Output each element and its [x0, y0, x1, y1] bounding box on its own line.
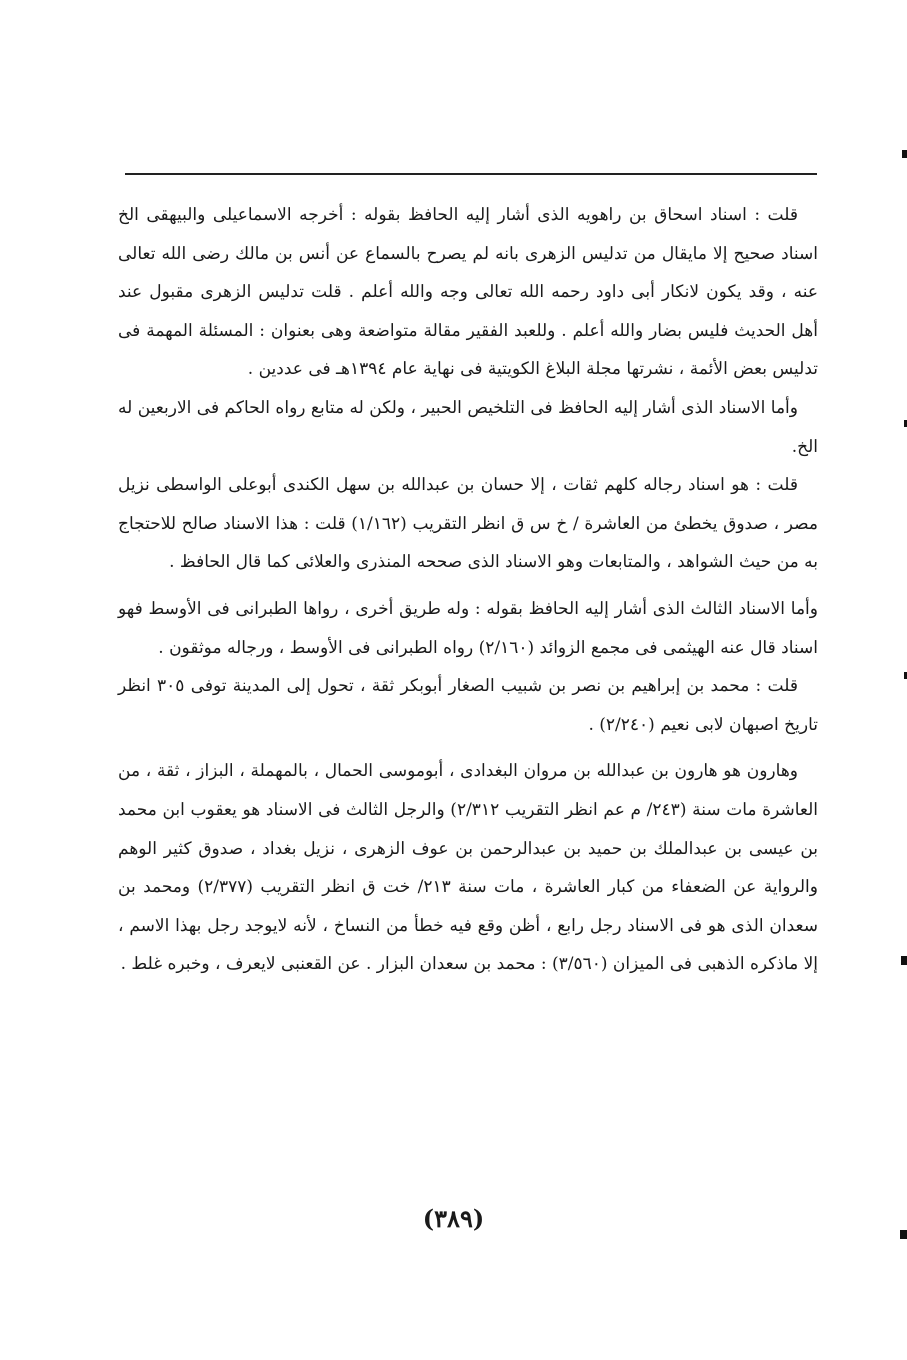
paragraph-4: وأما الاسناد الثالث الذى أشار إليه الحافظ بقوله : وله طريق أخرى ، رواها الطبرانى فى الأوسط فهو اسناد قال عنه الهيثمى فى مجمع الزوائد (٢/١٦٠) رواه الطبرانى فى الأوسط ، ورجاله موثقون .	[118, 598, 818, 658]
page-number: (٣٨٩)	[422, 1204, 485, 1233]
paragraph-3: قلت : هو اسناد رجاله كلهم ثقات ، إلا حسان بن عبدالله بن سهل الكندى أبوعلى الواسطى نزيل مصر ، صدوق يخطئ من العاشرة / خ س ق انظر التقريب (١/١٦٢) قلت : هذا الاسناد صالح للاحتجاج به من حيث الشواهد ، والمتابعات وهو الاسناد الذى صححه المنذرى والعلائى كما قال الحافظ .	[118, 475, 818, 573]
paragraph-5: قلت : محمد بن إبراهيم بن نصر بن شبيب الصغار أبوبكر ثقة ، تحول إلى المدينة توفى ٣٠٥ انظر تاريخ اصبهان لابى نعيم (٢/٢٤٠) .	[118, 676, 818, 735]
scan-mark	[902, 150, 907, 158]
paragraph-6: وهارون هو هارون بن عبدالله بن مروان البغدادى ، أبوموسى الحمال ، بالمهملة ، البزاز ، ثقة ، من العاشرة مات سنة (٢٤٣/ م عم انظر التقريب ٢/٣١٢) والرجل الثالث فى الاسناد هو يعقوب ابن محمد بن عيسى بن عبدالملك بن حميد بن عبدالرحمن بن عوف الزهرى ، نزيل بغداد ، صدوق كثير الوهم والرواية عن الضعفاء من كبار العاشرة ، مات سنة ٢١٣/ خت ق انظر التقريب (٢/٣٧٧) ومحمد بن سعدان الذى هو فى الاسناد رجل رابع ، أظن وقع فيه خطأ من النساخ ، لأنه لايوجد رجل بهذا الاسم ، إلا ماذكره الذهبى فى الميزان (٣/٥٦٠) : محمد بن سعدان البزار . عن القعنبى لايعرف ، وخبره غلط .	[118, 761, 818, 975]
paragraph-1: قلت : اسناد اسحاق بن راهويه الذى أشار إليه الحافظ بقوله : أخرجه الاسماعيلى والبيهقى الخ اسناد صحيح إلا مايقال من تدليس الزهرى بانه لم يصرح بالسماع عن أنس بن مالك رضى الله تعالى عنه ، وقد يكون لانكار أبى داود رحمه الله تعالى وجه والله أعلم . قلت تدليس الزهرى مقبول عند أهل الحديث فليس بضار والله أعلم . وللعبد الفقير مقالة متواضعة وهى بعنوان : المسئلة المهمة فى تدليس بعض الأئمة ، نشرتها مجلة البلاغ الكويتية فى نهاية عام ١٣٩٤هـ فى عددين .	[118, 205, 818, 380]
scan-mark	[901, 956, 907, 965]
paragraph-2: وأما الاسناد الذى أشار إليه الحافظ فى التلخيص الحبير ، ولكن له متابع رواه الحاكم فى الاربعين له الخ.	[118, 397, 818, 457]
body-text	[118, 196, 818, 984]
top-rule	[125, 173, 817, 175]
scan-mark	[900, 1230, 907, 1239]
